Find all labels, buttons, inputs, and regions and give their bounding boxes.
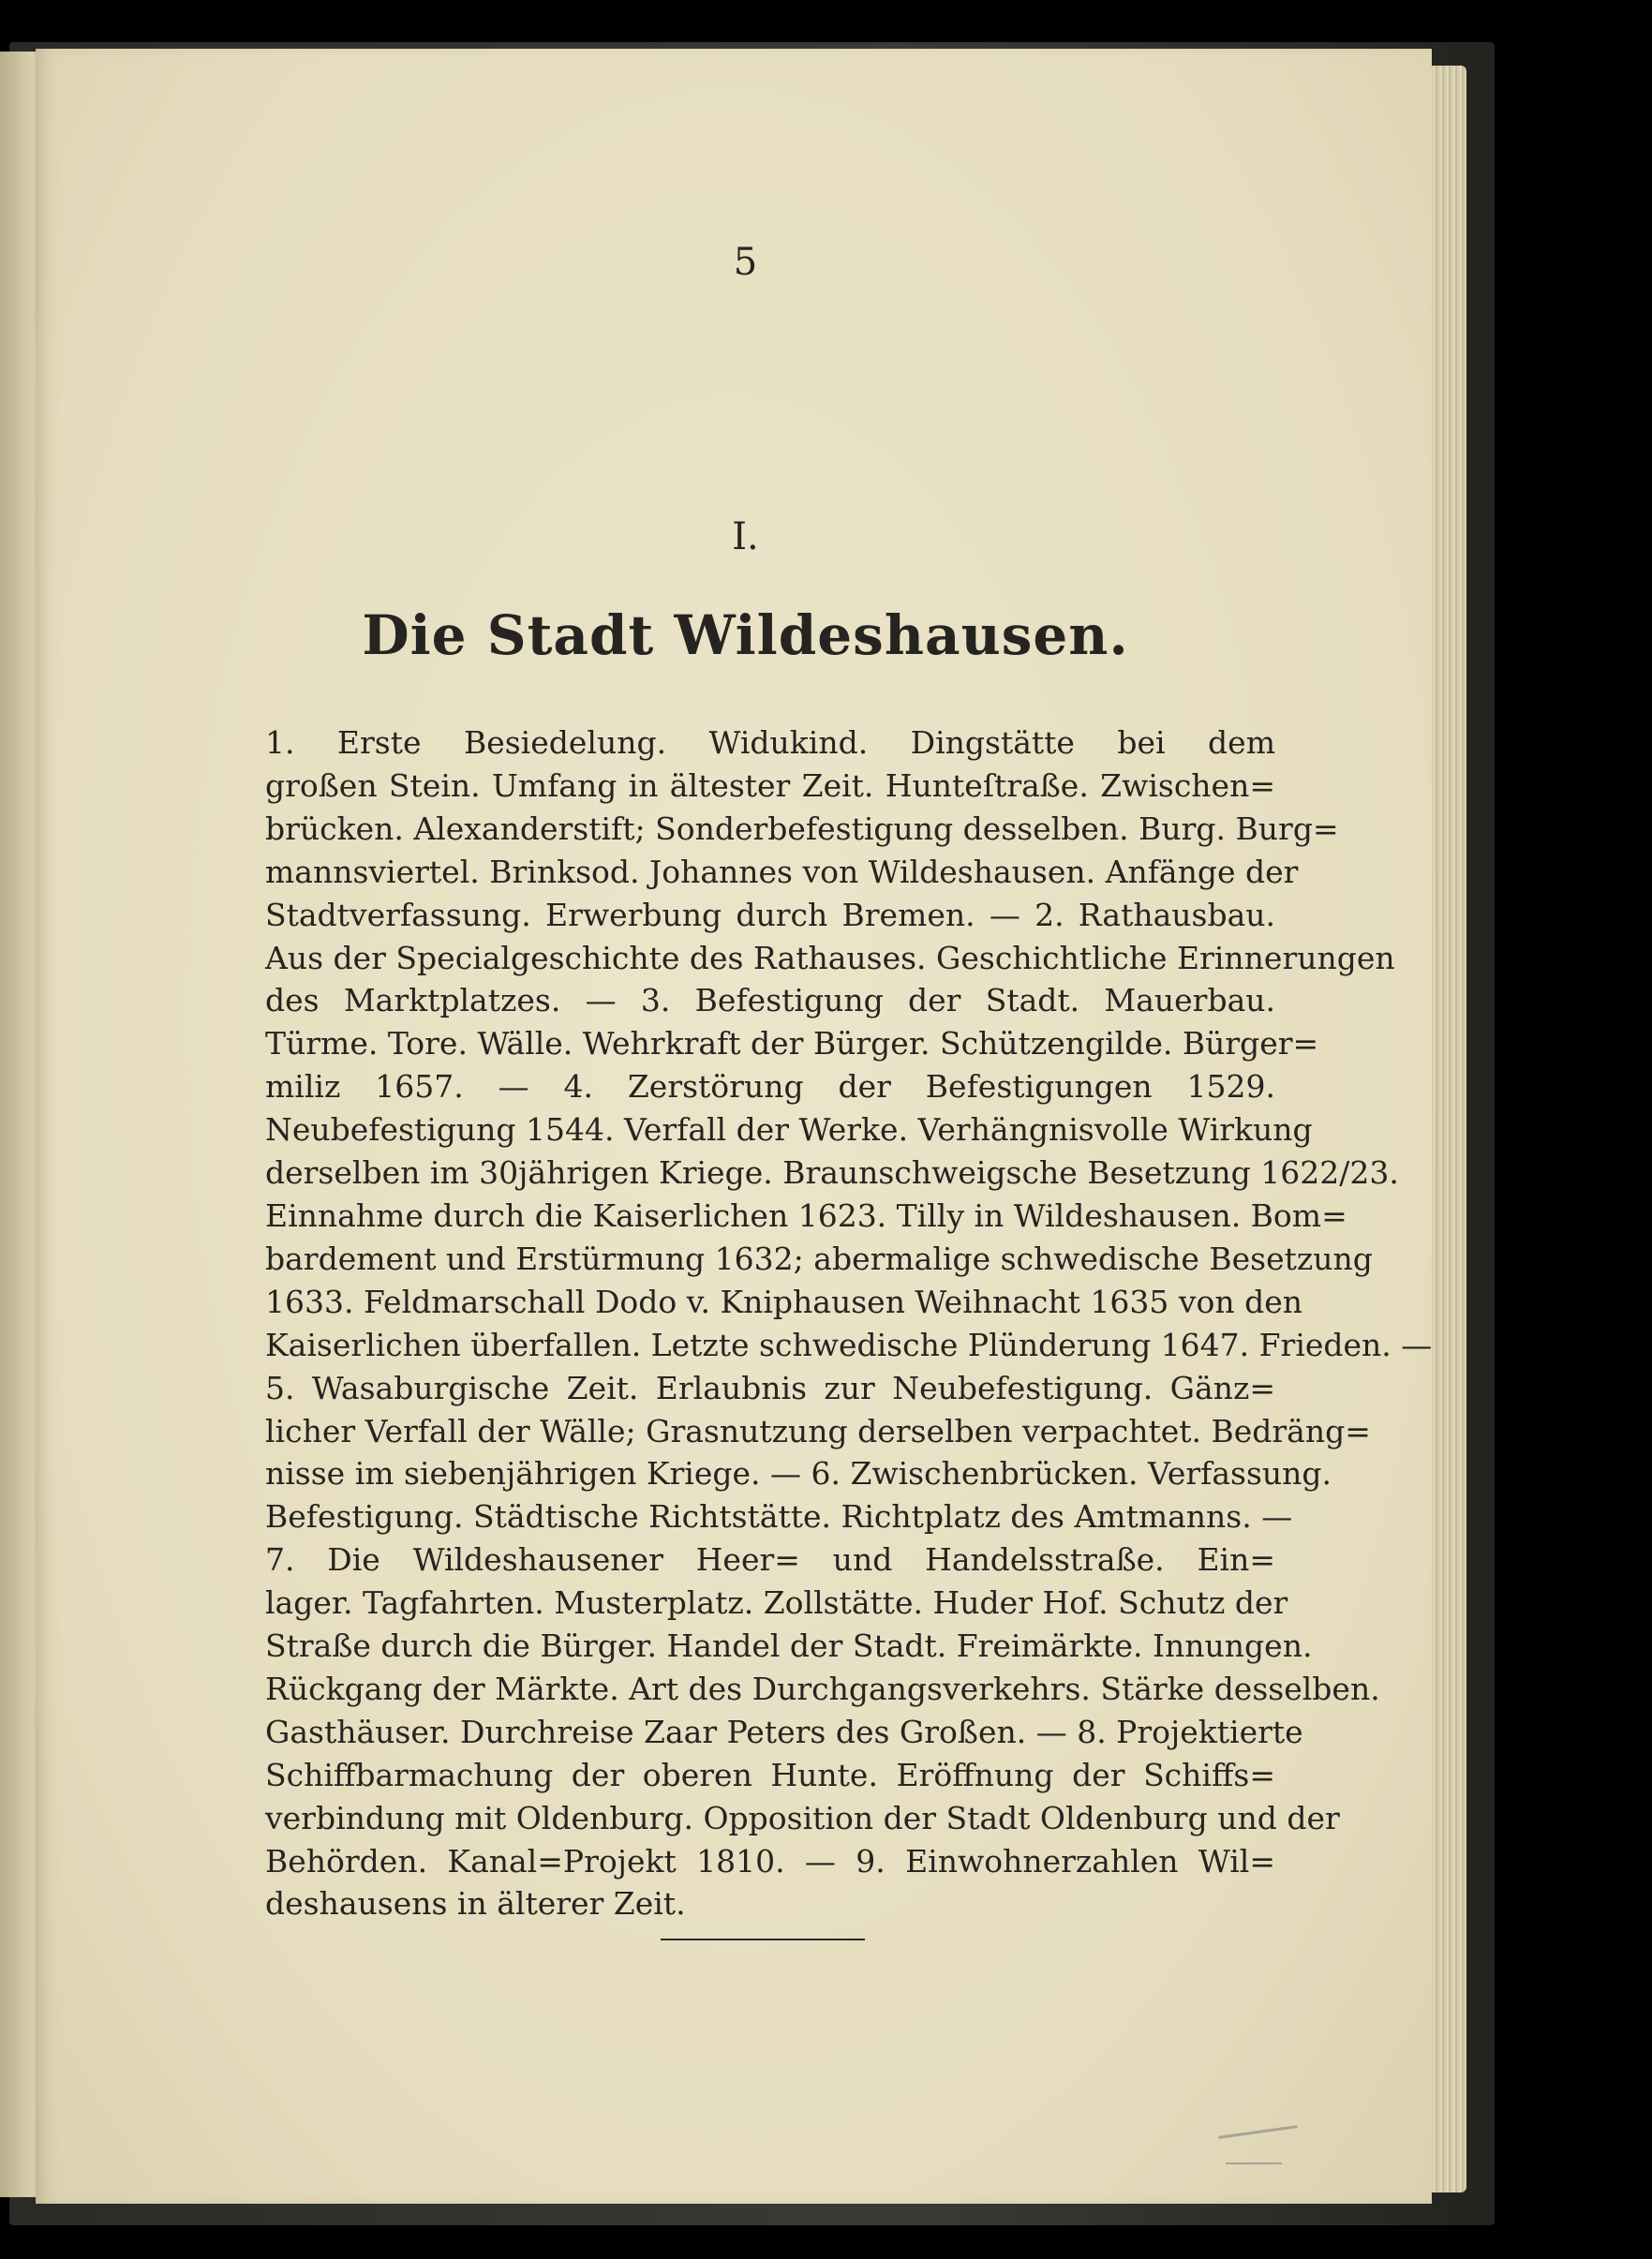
summary-line: nisse im siebenjährigen Kriege. — 6. Zwischenbrücken. Verfassung. <box>265 1455 1332 1493</box>
summary-line: Neubefestigung 1544. Verfall der Werke. Verhängnisvolle Wirkung <box>265 1111 1313 1149</box>
summary-line: Rückgang der Märkte. Art des Durchgangsverkehrs. Stärke desselben. <box>265 1670 1380 1707</box>
summary-line: lager. Tagfahrten. Musterplatz. Zollstätte. Huder Hof. Schutz der <box>265 1584 1288 1622</box>
summary-line: Befestigung. Städtische Richtstätte. Richtplatz des Amtmanns. — <box>265 1498 1293 1536</box>
summary-line: mannsviertel. Brinksod. Johannes von Wildeshausen. Anfänge der <box>265 853 1299 890</box>
summary-line: Gasthäuser. Durchreise Zaar Peters des Großen. — 8. Projektierte <box>265 1713 1303 1750</box>
chapter-number: I. <box>732 515 759 558</box>
chapter-title: Die Stadt Wildeshausen. <box>362 603 1129 667</box>
summary-line: Türme. Tore. Wälle. Wehrkraft der Bürger. Schützengilde. Bürger= <box>265 1025 1319 1063</box>
section-divider <box>661 1939 865 1940</box>
summary-line: Straße durch die Bürger. Handel der Stadt. Freimärkte. Innungen. <box>265 1627 1313 1665</box>
summary-line: bardement und Erstürmung 1632; abermalige schwedische Besetzung <box>265 1240 1373 1277</box>
summary-line: Schiffbarmachung der oberen Hunte. Eröffnung der Schiffs= <box>265 1756 1275 1793</box>
summary-line: brücken. Alexanderstift; Sonderbefestigung desselben. Burg. Burg= <box>265 810 1339 847</box>
page-number: 5 <box>733 241 758 284</box>
pencil-mark <box>1226 2162 1282 2164</box>
summary-line: Stadtverfassung. Erwerbung durch Bremen. — 2. Rathausbau. <box>265 896 1275 933</box>
summary-line: großen Stein. Umfang in ältester Zeit. Hunteſtraße. Zwischen= <box>265 766 1275 804</box>
summary-line: Einnahme durch die Kaiserlichen 1623. Tilly in Wildeshausen. Bom= <box>265 1196 1347 1234</box>
summary-line: derselben im 30jährigen Kriege. Braunschweigsche Besetzung 1622/23. <box>265 1154 1399 1192</box>
summary-line: 5. Wasaburgische Zeit. Erlaubnis zur Neubefestigung. Gänz= <box>265 1369 1275 1406</box>
summary-line: 1. Erste Besiedelung. Widukind. Dingstätte bei dem <box>265 724 1275 761</box>
summary-line: miliz 1657. — 4. Zerstörung der Befestigungen 1529. <box>265 1068 1275 1106</box>
summary-line: Behörden. Kanal=Projekt 1810. — 9. Einwohnerzahlen Wil= <box>265 1842 1275 1880</box>
pencil-mark <box>1218 2125 1298 2139</box>
summary-line: verbindung mit Oldenburg. Opposition der Stadt Oldenburg und der <box>265 1799 1340 1836</box>
summary-line: 1633. Feldmarschall Dodo v. Kniphausen Weihnacht 1635 von den <box>265 1283 1303 1320</box>
chapter-summary <box>265 721 1433 1925</box>
summary-line: 7. Die Wildeshausener Heer= und Handelsstraße. Ein= <box>265 1541 1275 1579</box>
summary-line: deshausens in älterer Zeit. <box>265 1885 686 1923</box>
summary-line: Kaiserlichen überfallen. Letzte schwedische Plünderung 1647. Frieden. — <box>265 1326 1433 1363</box>
book-page <box>36 49 1432 2204</box>
summary-line: licher Verfall der Wälle; Grasnutzung derselben verpachtet. Bedräng= <box>265 1412 1371 1449</box>
summary-line: Aus der Specialgeschichte des Rathauses. Geschichtliche Erinnerungen <box>265 939 1395 976</box>
summary-line: des Marktplatzes. — 3. Befestigung der Stadt. Mauerbau. <box>265 982 1275 1019</box>
